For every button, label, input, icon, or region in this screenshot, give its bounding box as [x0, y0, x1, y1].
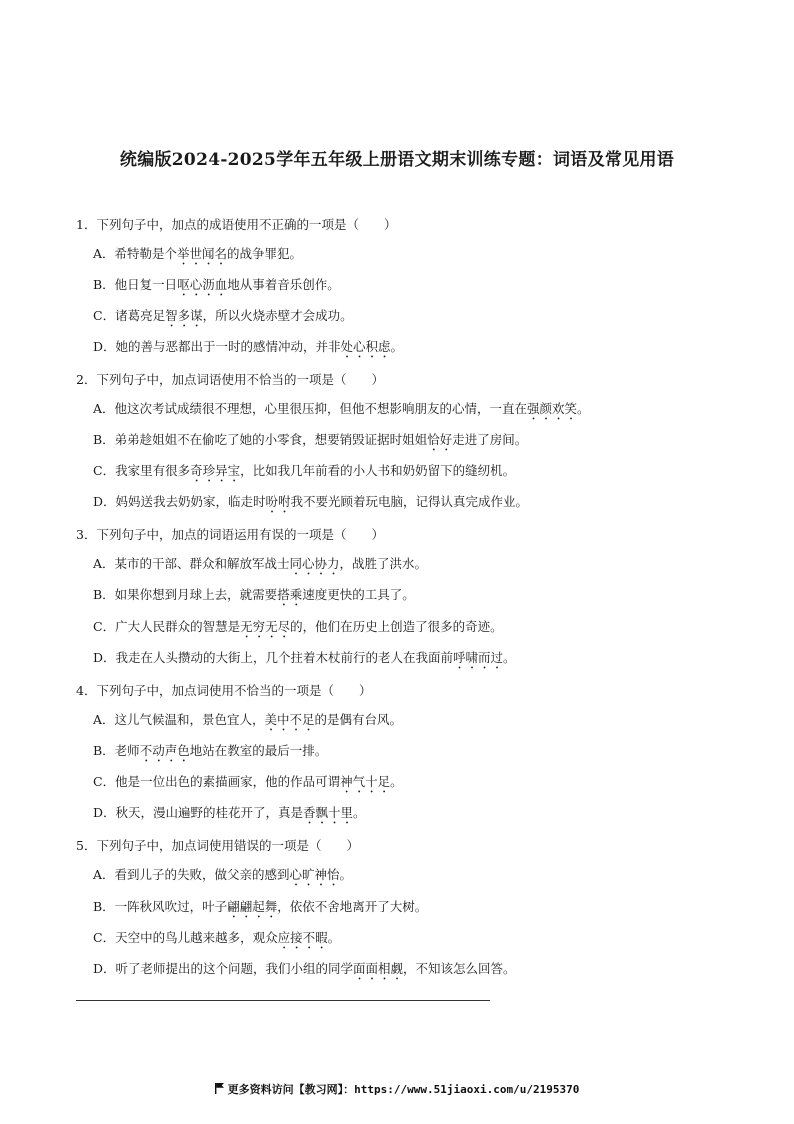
option-text: 。: [577, 401, 590, 416]
option-text: A．他这次考试成绩很不理想，心里很压抑，但他不想影响朋友的心情，一直在: [93, 401, 528, 416]
flag-icon: [215, 1083, 224, 1097]
option-text: A．看到儿子的失败，做父亲的感到: [93, 867, 290, 882]
question-4-stem: 4．下列句子中，加点词使用不恰当的一项是（ ）: [76, 683, 372, 698]
question-3-option-c: [93, 619, 503, 641]
option-text: D．我走在人头攒动的大街上，几个拄着木杖前行的老人在我面前: [93, 650, 454, 665]
question-2-option-a: [93, 401, 590, 423]
question-2-stem: 2．下列句子中，加点词语使用不恰当的一项是（ ）: [76, 372, 384, 387]
option-text: C．我家里有很多: [93, 463, 191, 478]
option-text: 。: [339, 867, 353, 882]
question-4-option-c: [93, 774, 403, 796]
emphasized-term: 智多谋: [165, 308, 203, 323]
question-1-stem: 1．下列句子中，加点的成语使用不正确的一项是（ ）: [76, 217, 397, 232]
question-1-option-b: [93, 277, 340, 299]
footer-text: 更多资料访问【教习网】：https://www.51jiaoxi.com/u/2195370: [227, 1083, 580, 1096]
option-text: 的是偶有台风。: [314, 712, 403, 727]
question-3-stem: 3．下列句子中，加点的词语运用有误的一项是（ ）: [76, 527, 384, 542]
option-text: 。: [503, 650, 516, 665]
option-text: B．如果你想到月球上去，就需要: [93, 587, 278, 602]
footnote-divider: [76, 1000, 490, 1001]
question-2-option-d: [93, 494, 528, 516]
option-text: 我不要光顾着玩电脑，记得认真完成作业。: [290, 494, 529, 509]
emphasized-term: 吩咐: [265, 494, 291, 509]
question-5-option-a: [93, 867, 352, 889]
option-text: A．希特勒是个: [93, 246, 178, 261]
emphasized-term: 恰好: [427, 432, 453, 447]
option-text: ，比如我几年前看的小人书和奶奶留下的缝纫机。: [240, 463, 516, 478]
question-1-option-c: [93, 308, 353, 330]
emphasized-term: 处心积虑: [340, 339, 391, 354]
emphasized-term: 香飘十里: [303, 805, 354, 820]
question-2-option-c: [93, 463, 515, 485]
emphasized-term: 呕心沥血: [177, 277, 228, 292]
option-text: 走进了房间。: [452, 432, 528, 447]
question-4-option-a: [93, 712, 402, 734]
option-text: D．她的善与恶都出于一时的感情冲动，并非: [93, 339, 341, 354]
question-1-option-d: [93, 339, 403, 361]
option-text: C．广大人民群众的智慧是: [93, 619, 241, 634]
emphasized-term: 奇珍异宝: [190, 463, 241, 478]
option-text: A．某市的干部、群众和解放军战士: [93, 556, 290, 571]
option-text: B．一阵秋风吹过，叶子: [93, 899, 228, 914]
option-text: C．他是一位出色的素描画家，他的作品可谓: [93, 774, 341, 789]
emphasized-term: 美中不足: [264, 712, 315, 727]
option-text: 速度更快的工具了。: [302, 587, 415, 602]
question-4-option-b: [93, 743, 327, 765]
question-3-option-b: [93, 587, 415, 609]
question-3-option-d: [93, 650, 516, 672]
option-text: A．这儿气候温和，景色宜人，: [93, 712, 265, 727]
emphasized-term: 不动声色: [139, 743, 190, 758]
footer-link[interactable]: [0, 1081, 794, 1097]
question-5-option-b: [93, 899, 427, 921]
question-5-stem: 5．下列句子中，加点词使用错误的一项是（ ）: [76, 838, 359, 853]
option-text: B．弟弟趁姐姐不在偷吃了她的小零食，想要销毁证据时姐姐: [93, 432, 428, 447]
question-5-option-c: [93, 930, 340, 952]
emphasized-term: 面面相觑: [353, 961, 404, 976]
option-text: C．诸葛亮足: [93, 308, 166, 323]
option-text: ，依依不舍地离开了大树。: [277, 899, 428, 914]
emphasized-term: 翩翩起舞: [227, 899, 278, 914]
emphasized-term: 心旷神怡: [289, 867, 340, 882]
option-text: 。: [390, 774, 403, 789]
option-text: D．妈妈送我去奶奶家，临走时: [93, 494, 266, 509]
emphasized-term: 举世闻名: [177, 246, 228, 261]
option-text: C．天空中的鸟儿越来越多，观众: [93, 930, 278, 945]
emphasized-term: 呼啸而过: [453, 650, 504, 665]
question-1-option-a: [93, 246, 302, 268]
option-text: 的，他们在历史上创造了很多的奇迹。: [290, 619, 503, 634]
option-text: B．老师: [93, 743, 140, 758]
emphasized-term: 同心协力: [289, 556, 340, 571]
option-text: ，不知该怎么回答。: [403, 961, 516, 976]
question-3-option-a: [93, 556, 427, 578]
option-text: 地站在教室的最后一排。: [189, 743, 328, 758]
emphasized-term: 神气十足: [340, 774, 391, 789]
option-text: 。: [327, 930, 341, 945]
option-text: B．他日复一日: [93, 277, 178, 292]
option-text: ，战胜了洪水。: [339, 556, 428, 571]
emphasized-term: 应接不暇: [277, 930, 328, 945]
question-2-option-b: [93, 432, 527, 454]
option-text: ，所以火烧赤壁才会成功。: [202, 308, 353, 323]
emphasized-term: 强颜欢笑: [527, 401, 578, 416]
option-text: D．秋天，漫山遍野的桂花开了，真是: [93, 805, 304, 820]
option-text: 地从事着音乐创作。: [227, 277, 340, 292]
option-text: 。: [353, 805, 366, 820]
emphasized-term: 搭乘: [277, 587, 303, 602]
option-text: D．听了老师提出的这个问题，我们小组的同学: [93, 961, 354, 976]
option-text: 的战争罪犯。: [227, 246, 303, 261]
question-4-option-d: [93, 805, 366, 827]
question-5-option-d: [93, 961, 516, 983]
emphasized-term: 无穷无尽: [240, 619, 291, 634]
page-title: 统编版2024-2025学年五年级上册语文期末训练专题：词语及常见用语: [119, 150, 675, 170]
option-text: 。: [390, 339, 404, 354]
